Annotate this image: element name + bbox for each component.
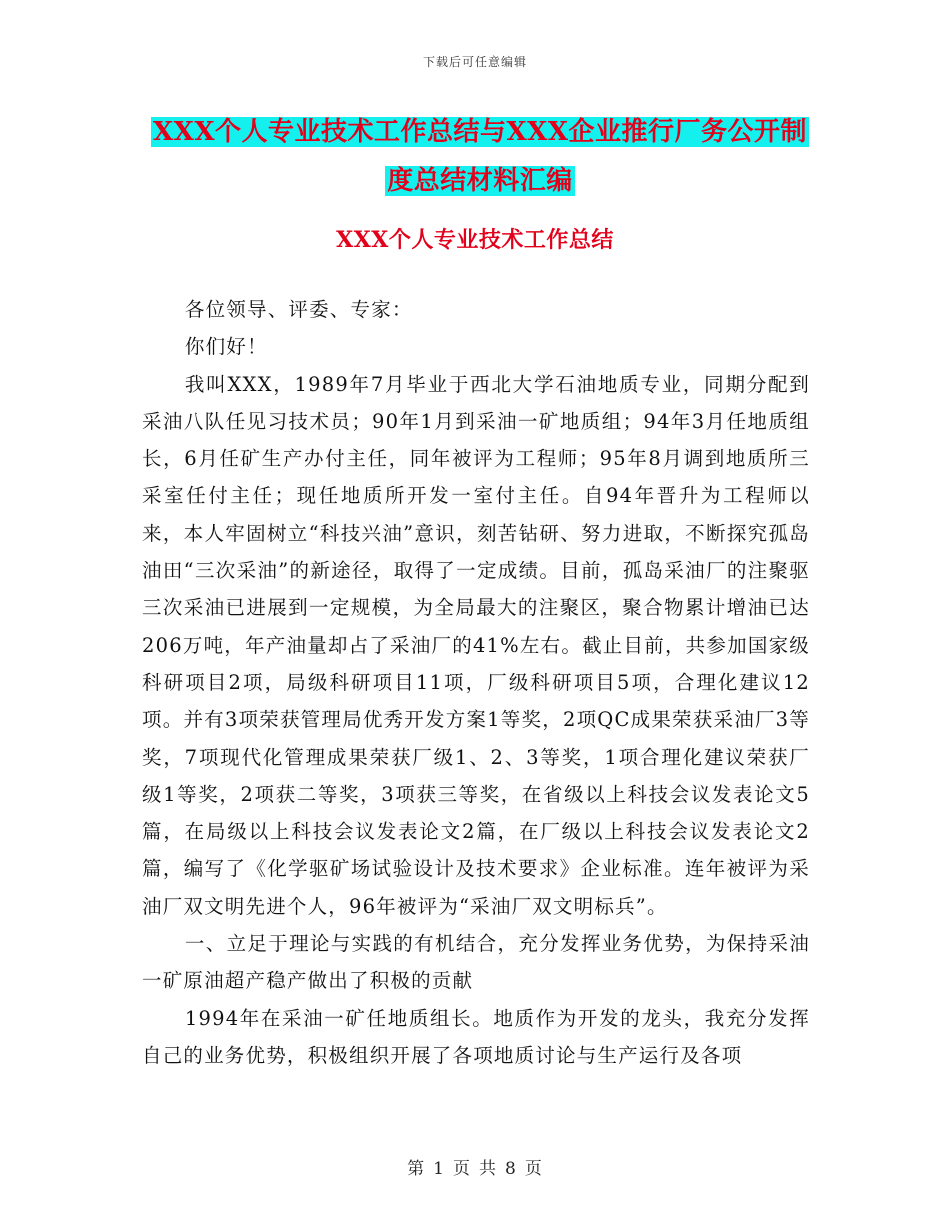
page-current: 1: [433, 1159, 445, 1179]
document-title-line-2: 度总结材料汇编: [387, 166, 573, 196]
page-total: 8: [505, 1159, 517, 1179]
page-footer: [0, 1154, 950, 1179]
greeting: 你们好！: [184, 335, 268, 359]
page-label: 页: [453, 1159, 471, 1179]
section-heading-1: 一、立足于理论与实践的有机结合，充分发挥业务优势，为保持采油一矿原油超产稳产做出了积极的贡献: [142, 932, 810, 993]
page-label: 共: [479, 1159, 497, 1179]
salutation: 各位领导、评委、专家：: [184, 298, 413, 321]
section-title: XXX个人专业技术工作总结: [336, 227, 614, 253]
document-body: [142, 291, 810, 1074]
document-title: [150, 108, 810, 206]
body-paragraph: 我叫XXX，1989年7月毕业于西北大学石油地质专业，同期分配到采油八队任见习技术员；90年1月到采油一矿地质组；94年3月任地质组长，6月任矿生产办付主任，同年被评为工程师；95年8月调到地质所三采室任付主任；现任地质所开发一室付主任。自94年晋升为工程师以来，本人牢固树立“科技兴油”意识，刻苦钻研、努力进取，不断探究孤岛油田“三次采油”的新途径，取得了一定成绩。目前，孤岛采油厂的注聚驱三次采油已进展到一定规模，为全局最大的注聚区，聚合物累计增油已达206万吨，年产油量却占了采油厂的41%左右。截止目前，共参加国家级科研项目2项，局级科研项目11项，厂级科研项目5项，合理化建议12项。并有3项荣获管理局优秀开发方案1等奖，2项QC成果荣获采油厂3等奖，7项现代化管理成果荣获厂级1、2、3等奖，1项合理化建议荣获厂级1等奖，2项获二等奖，3项获三等奖，在省级以上科技会议发表论文5篇，在局级以上科技会议发表论文2篇，在厂级以上科技会议发表论文2篇，编写了《化学驱矿场试验设计及技术要求》企业标准。连年被评为采油厂双文明先进个人，96年被评为“采油厂双文明标兵”。: [142, 372, 810, 918]
document-title-line-1: XXX个人专业技术工作总结与XXX企业推行厂务公开制: [152, 117, 808, 147]
page-label: 页: [524, 1159, 543, 1179]
body-paragraph: 1994年在采油一矿任地质组长。地质作为开发的龙头，我充分发挥自己的业务优势，积极组织开展了各项地质讨论与生产运行及各项: [142, 1006, 810, 1067]
header-note: 下载后可任意编辑: [422, 55, 527, 69]
page-label: 第: [407, 1159, 426, 1179]
